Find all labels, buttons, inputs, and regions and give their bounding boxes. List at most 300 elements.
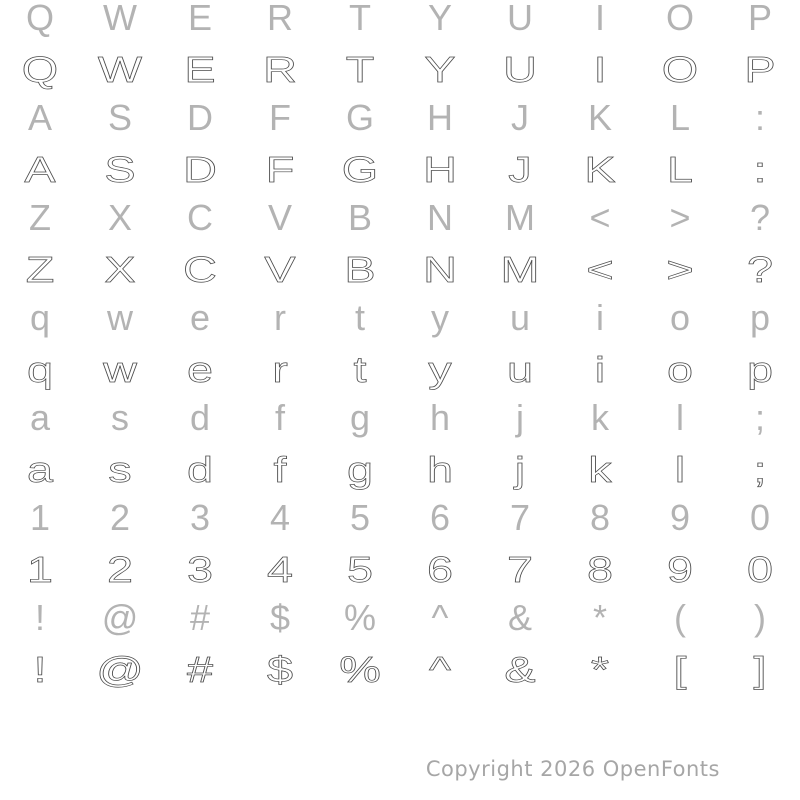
glyph-row-outline-5 [0, 243, 800, 293]
glyph-solid: r [274, 297, 286, 338]
glyph-outline [160, 343, 240, 393]
glyph-outline [720, 143, 800, 193]
glyph-solid: k [591, 397, 609, 438]
glyph-solid: ( [674, 597, 686, 638]
glyph-cell [400, 493, 480, 543]
glyph-row-outline-13 [0, 643, 800, 693]
glyph-solid: e [189, 297, 211, 338]
glyph-cell [160, 93, 240, 143]
glyph-cell [0, 393, 80, 443]
glyph-solid: & [507, 597, 532, 638]
glyph-outline [480, 643, 560, 693]
glyph-cell [560, 643, 640, 693]
glyph-outline-text: 7 [506, 549, 534, 590]
glyph-outline-text: Z [25, 249, 55, 290]
glyph-cell [240, 243, 320, 293]
glyph-cell [0, 193, 80, 243]
glyph-outline [160, 543, 240, 593]
glyph-solid: J [511, 97, 529, 138]
glyph-row-outline-7 [0, 343, 800, 393]
glyph-outline-text: S [104, 149, 136, 190]
glyph-solid: l [676, 397, 684, 438]
glyph-outline [0, 643, 80, 693]
glyph-outline [240, 643, 320, 693]
glyph-outline-text: W [97, 49, 143, 90]
glyph-outline-text: # [186, 649, 214, 690]
glyph-outline-text: 9 [666, 549, 694, 590]
glyph-solid: D [187, 97, 213, 138]
glyph-solid: R [267, 0, 293, 38]
glyph-cell [720, 343, 800, 393]
glyph-cell [0, 343, 80, 393]
glyph-outline [400, 143, 480, 193]
glyph-outline-text: M [500, 249, 540, 290]
glyph-solid: X [107, 197, 132, 238]
glyph-solid: E [187, 0, 212, 38]
glyph-solid: > [669, 197, 691, 238]
glyph-cell [640, 243, 720, 293]
glyph-outline [400, 343, 480, 393]
glyph-outline-text: o [666, 349, 694, 390]
glyph-cell [720, 143, 800, 193]
glyph-outline [480, 243, 560, 293]
glyph-cell [480, 293, 560, 343]
glyph-outline-text: t [353, 349, 367, 390]
glyph-outline [0, 343, 80, 393]
glyph-solid: t [354, 297, 365, 338]
glyph-outline [320, 343, 400, 393]
glyph-cell [160, 593, 240, 643]
glyph-outline-text: > [666, 249, 694, 290]
glyph-outline-text: A [24, 149, 56, 190]
glyph-cell [80, 0, 160, 43]
glyph-outline-text: @ [96, 649, 144, 690]
glyph-outline-text: k [588, 449, 612, 490]
glyph-cell [320, 293, 400, 343]
glyph-outline [480, 143, 560, 193]
glyph-outline-text: : [753, 149, 767, 190]
glyph-cell [0, 243, 80, 293]
glyph-cell [640, 493, 720, 543]
glyph-solid: M [505, 197, 535, 238]
glyph-cell [80, 593, 160, 643]
glyph-solid: $ [269, 597, 291, 638]
glyph-cell [480, 393, 560, 443]
glyph-outline [560, 343, 640, 393]
glyph-solid: 7 [509, 497, 531, 538]
glyph-outline [320, 43, 400, 93]
glyph-cell [720, 0, 800, 43]
glyph-solid: i [596, 297, 604, 338]
glyph-outline [240, 443, 320, 493]
glyph-row-outline-1 [0, 43, 800, 93]
glyph-outline [80, 43, 160, 93]
glyph-outline-text: a [26, 449, 54, 490]
glyph-cell [560, 143, 640, 193]
glyph-cell [0, 0, 80, 43]
glyph-solid: * [592, 597, 607, 638]
glyph-cell [0, 43, 80, 93]
glyph-outline [160, 643, 240, 693]
glyph-outline [320, 243, 400, 293]
glyph-solid: P [747, 0, 772, 38]
glyph-outline-text: X [104, 249, 136, 290]
glyph-cell [160, 643, 240, 693]
glyph-outline [80, 143, 160, 193]
glyph-cell [0, 493, 80, 543]
glyph-outline-text: C [183, 249, 217, 290]
glyph-outline-text: Y [424, 49, 456, 90]
glyph-outline-text: 8 [586, 549, 614, 590]
glyph-row-outline-9 [0, 443, 800, 493]
glyph-row-outline-3 [0, 143, 800, 193]
glyph-cell [720, 393, 800, 443]
glyph-solid: B [347, 197, 372, 238]
glyph-cell [80, 393, 160, 443]
glyph-solid: G [345, 97, 374, 138]
glyph-cell [560, 343, 640, 393]
glyph-cell [240, 593, 320, 643]
glyph-outline-text: h [426, 449, 454, 490]
glyph-cell [320, 393, 400, 443]
glyph-solid: Z [29, 197, 51, 238]
glyph-outline [0, 543, 80, 593]
glyph-outline [0, 143, 80, 193]
glyph-outline [720, 543, 800, 593]
glyph-solid: 1 [29, 497, 51, 538]
glyph-cell [0, 93, 80, 143]
glyph-solid: 4 [269, 497, 291, 538]
glyph-cell [240, 343, 320, 393]
glyph-outline-text: E [184, 49, 216, 90]
glyph-solid: o [669, 297, 691, 338]
glyph-outline [400, 643, 480, 693]
glyph-cell [400, 643, 480, 693]
glyph-outline-text: O [661, 49, 699, 90]
glyph-outline [560, 443, 640, 493]
glyph-outline-text: K [584, 149, 616, 190]
glyph-cell [560, 93, 640, 143]
glyph-outline-text: U [503, 49, 537, 90]
glyph-cell [480, 143, 560, 193]
glyph-cell [160, 143, 240, 193]
glyph-outline-text: I [593, 49, 607, 90]
glyph-cell [640, 93, 720, 143]
glyph-outline-text: l [674, 449, 686, 490]
glyph-outline [80, 243, 160, 293]
glyph-solid: 0 [749, 497, 771, 538]
glyph-outline [720, 443, 800, 493]
glyph-outline-text: F [265, 149, 295, 190]
glyph-solid: V [267, 197, 292, 238]
glyph-cell [720, 293, 800, 343]
glyph-outline-text: 5 [346, 549, 374, 590]
glyph-cell [320, 543, 400, 593]
glyph-outline [160, 43, 240, 93]
glyph-cell [480, 493, 560, 543]
glyph-outline-text: w [103, 349, 137, 390]
glyph-cell [480, 193, 560, 243]
glyph-row-solid-2 [0, 93, 800, 143]
glyph-outline [560, 43, 640, 93]
glyph-cell [400, 393, 480, 443]
glyph-cell [80, 293, 160, 343]
glyph-cell [160, 493, 240, 543]
glyph-cell [320, 43, 400, 93]
glyph-solid: C [187, 197, 213, 238]
glyph-cell [80, 343, 160, 393]
glyph-cell [320, 493, 400, 543]
glyph-outline [640, 143, 720, 193]
glyph-outline [720, 243, 800, 293]
glyph-cell [320, 593, 400, 643]
glyph-solid: 9 [669, 497, 691, 538]
glyph-cell [320, 243, 400, 293]
glyph-solid: j [516, 397, 524, 438]
glyph-outline [640, 43, 720, 93]
glyph-cell [720, 193, 800, 243]
glyph-outline [160, 143, 240, 193]
glyph-outline [0, 443, 80, 493]
glyph-cell [240, 143, 320, 193]
glyph-outline [720, 43, 800, 93]
glyph-solid: @ [101, 597, 139, 638]
glyph-outline-text: N [423, 249, 457, 290]
glyph-cell [320, 343, 400, 393]
glyph-outline [0, 43, 80, 93]
glyph-outline [560, 143, 640, 193]
glyph-cell [400, 0, 480, 43]
glyph-solid: L [669, 97, 691, 138]
glyph-cell [640, 193, 720, 243]
glyph-cell [560, 193, 640, 243]
glyph-cell [160, 343, 240, 393]
glyph-cell [320, 0, 400, 43]
glyph-solid: 3 [189, 497, 211, 538]
glyph-solid: T [349, 0, 371, 38]
glyph-outline [480, 343, 560, 393]
glyph-cell [240, 543, 320, 593]
glyph-cell [720, 443, 800, 493]
glyph-solid: 5 [349, 497, 371, 538]
glyph-cell [240, 43, 320, 93]
glyph-outline [0, 243, 80, 293]
glyph-cell [0, 143, 80, 193]
glyph-outline [480, 543, 560, 593]
glyph-outline-text: * [590, 649, 610, 690]
glyph-solid: A [27, 97, 52, 138]
glyph-cell [720, 643, 800, 693]
glyph-cell [400, 343, 480, 393]
glyph-outline-text: y [428, 349, 452, 390]
glyph-outline-text: < [586, 249, 614, 290]
glyph-cell [560, 493, 640, 543]
glyph-outline [80, 643, 160, 693]
glyph-outline [400, 543, 480, 593]
glyph-solid: I [594, 0, 605, 38]
glyph-cell [480, 593, 560, 643]
glyph-cell [400, 93, 480, 143]
glyph-outline [160, 243, 240, 293]
glyph-outline-text: r [272, 349, 288, 390]
glyph-outline-text: u [506, 349, 534, 390]
glyph-cell [160, 393, 240, 443]
glyph-solid: ^ [431, 597, 449, 638]
glyph-outline-text: H [423, 149, 457, 190]
glyph-cell [480, 443, 560, 493]
glyph-solid: 8 [589, 497, 611, 538]
glyph-outline-text: R [263, 49, 297, 90]
glyph-cell [160, 293, 240, 343]
glyph-row-solid-4 [0, 193, 800, 243]
glyph-solid: Y [427, 0, 452, 38]
glyph-cell [480, 93, 560, 143]
glyph-cell [640, 643, 720, 693]
glyph-solid: q [29, 297, 51, 338]
glyph-cell [560, 443, 640, 493]
glyph-outline-text: 3 [186, 549, 214, 590]
glyph-cell [160, 193, 240, 243]
glyph-solid: ) [754, 597, 766, 638]
glyph-solid: p [749, 297, 771, 338]
glyph-cell [160, 543, 240, 593]
glyph-outline [480, 443, 560, 493]
glyph-cell [560, 393, 640, 443]
glyph-solid: O [665, 0, 694, 38]
glyph-cell [320, 143, 400, 193]
glyph-solid: w [107, 297, 133, 338]
glyph-cell [640, 143, 720, 193]
glyph-solid: d [189, 397, 211, 438]
glyph-row-solid-6 [0, 293, 800, 343]
glyph-cell [0, 643, 80, 693]
copyright-text: Copyright 2026 OpenFonts [425, 757, 720, 781]
glyph-cell [240, 493, 320, 543]
glyph-cell [400, 243, 480, 293]
glyph-outline [560, 543, 640, 593]
glyph-cell [400, 293, 480, 343]
glyph-outline [80, 543, 160, 593]
glyph-cell [560, 593, 640, 643]
glyph-cell [80, 43, 160, 93]
glyph-cell [480, 0, 560, 43]
glyph-outline [80, 443, 160, 493]
glyph-solid: K [587, 97, 612, 138]
glyph-outline [160, 443, 240, 493]
glyph-solid: ? [749, 197, 771, 238]
glyph-cell [400, 593, 480, 643]
glyph-cell [640, 0, 720, 43]
glyph-row-solid-10 [0, 493, 800, 543]
glyph-outline-text: T [345, 49, 375, 90]
glyph-outline [400, 43, 480, 93]
glyph-outline [720, 343, 800, 393]
glyph-outline [400, 243, 480, 293]
glyph-cell [720, 43, 800, 93]
glyph-outline-text: ? [746, 249, 774, 290]
glyph-outline-text: P [744, 49, 776, 90]
glyph-outline [640, 543, 720, 593]
glyph-outline-text: p [746, 349, 774, 390]
glyph-cell [640, 543, 720, 593]
glyph-solid: y [431, 297, 449, 338]
glyph-cell [560, 43, 640, 93]
glyph-cell [0, 593, 80, 643]
glyph-cell [240, 393, 320, 443]
glyph-row-solid-8 [0, 393, 800, 443]
glyph-cell [400, 43, 480, 93]
glyph-outline-text: 4 [266, 549, 294, 590]
glyph-cell [640, 293, 720, 343]
glyph-outline-text: ; [753, 449, 767, 490]
glyph-cell [480, 643, 560, 693]
glyph-cell [240, 293, 320, 343]
glyph-cell [80, 243, 160, 293]
glyph-outline-text: D [183, 149, 217, 190]
glyph-solid: # [189, 597, 211, 638]
glyph-cell [240, 0, 320, 43]
glyph-row-outline-11 [0, 543, 800, 593]
glyph-cell [560, 293, 640, 343]
glyph-solid: 2 [109, 497, 131, 538]
glyph-cell [320, 93, 400, 143]
glyph-outline-text: 0 [746, 549, 774, 590]
glyph-cell [80, 543, 160, 593]
glyph-outline [240, 143, 320, 193]
glyph-solid: U [507, 0, 533, 38]
glyph-outline [640, 343, 720, 393]
glyph-cell [240, 193, 320, 243]
glyph-cell [80, 493, 160, 543]
glyph-outline-text: [ [673, 649, 687, 690]
glyph-solid: f [274, 397, 285, 438]
glyph-solid: Q [25, 0, 54, 38]
glyph-outline [240, 243, 320, 293]
glyph-row-solid-0 [0, 0, 800, 43]
glyph-cell [640, 443, 720, 493]
glyph-outline-text: 6 [426, 549, 454, 590]
glyph-outline-text: ! [33, 649, 47, 690]
glyph-cell [560, 543, 640, 593]
glyph-solid: a [29, 397, 51, 438]
glyph-cell [400, 443, 480, 493]
glyph-outline-text: ] [753, 649, 767, 690]
glyph-outline [80, 343, 160, 393]
glyph-outline [640, 443, 720, 493]
glyph-outline-text: d [186, 449, 214, 490]
glyph-outline [400, 443, 480, 493]
glyph-solid: h [429, 397, 451, 438]
glyph-outline-text: & [504, 649, 536, 690]
glyph-outline [560, 243, 640, 293]
glyph-cell [560, 243, 640, 293]
glyph-outline [320, 543, 400, 593]
glyph-cell [720, 93, 800, 143]
glyph-solid: : [754, 97, 765, 138]
glyph-solid: ; [754, 397, 765, 438]
glyph-outline-text: % [339, 649, 381, 690]
glyph-outline [240, 43, 320, 93]
glyph-cell [160, 0, 240, 43]
glyph-outline [320, 143, 400, 193]
glyph-cell [0, 543, 80, 593]
glyph-cell [320, 443, 400, 493]
glyph-solid: g [349, 397, 371, 438]
glyph-outline [240, 543, 320, 593]
glyph-outline [320, 643, 400, 693]
glyph-outline-text: j [514, 449, 526, 490]
glyph-cell [0, 443, 80, 493]
